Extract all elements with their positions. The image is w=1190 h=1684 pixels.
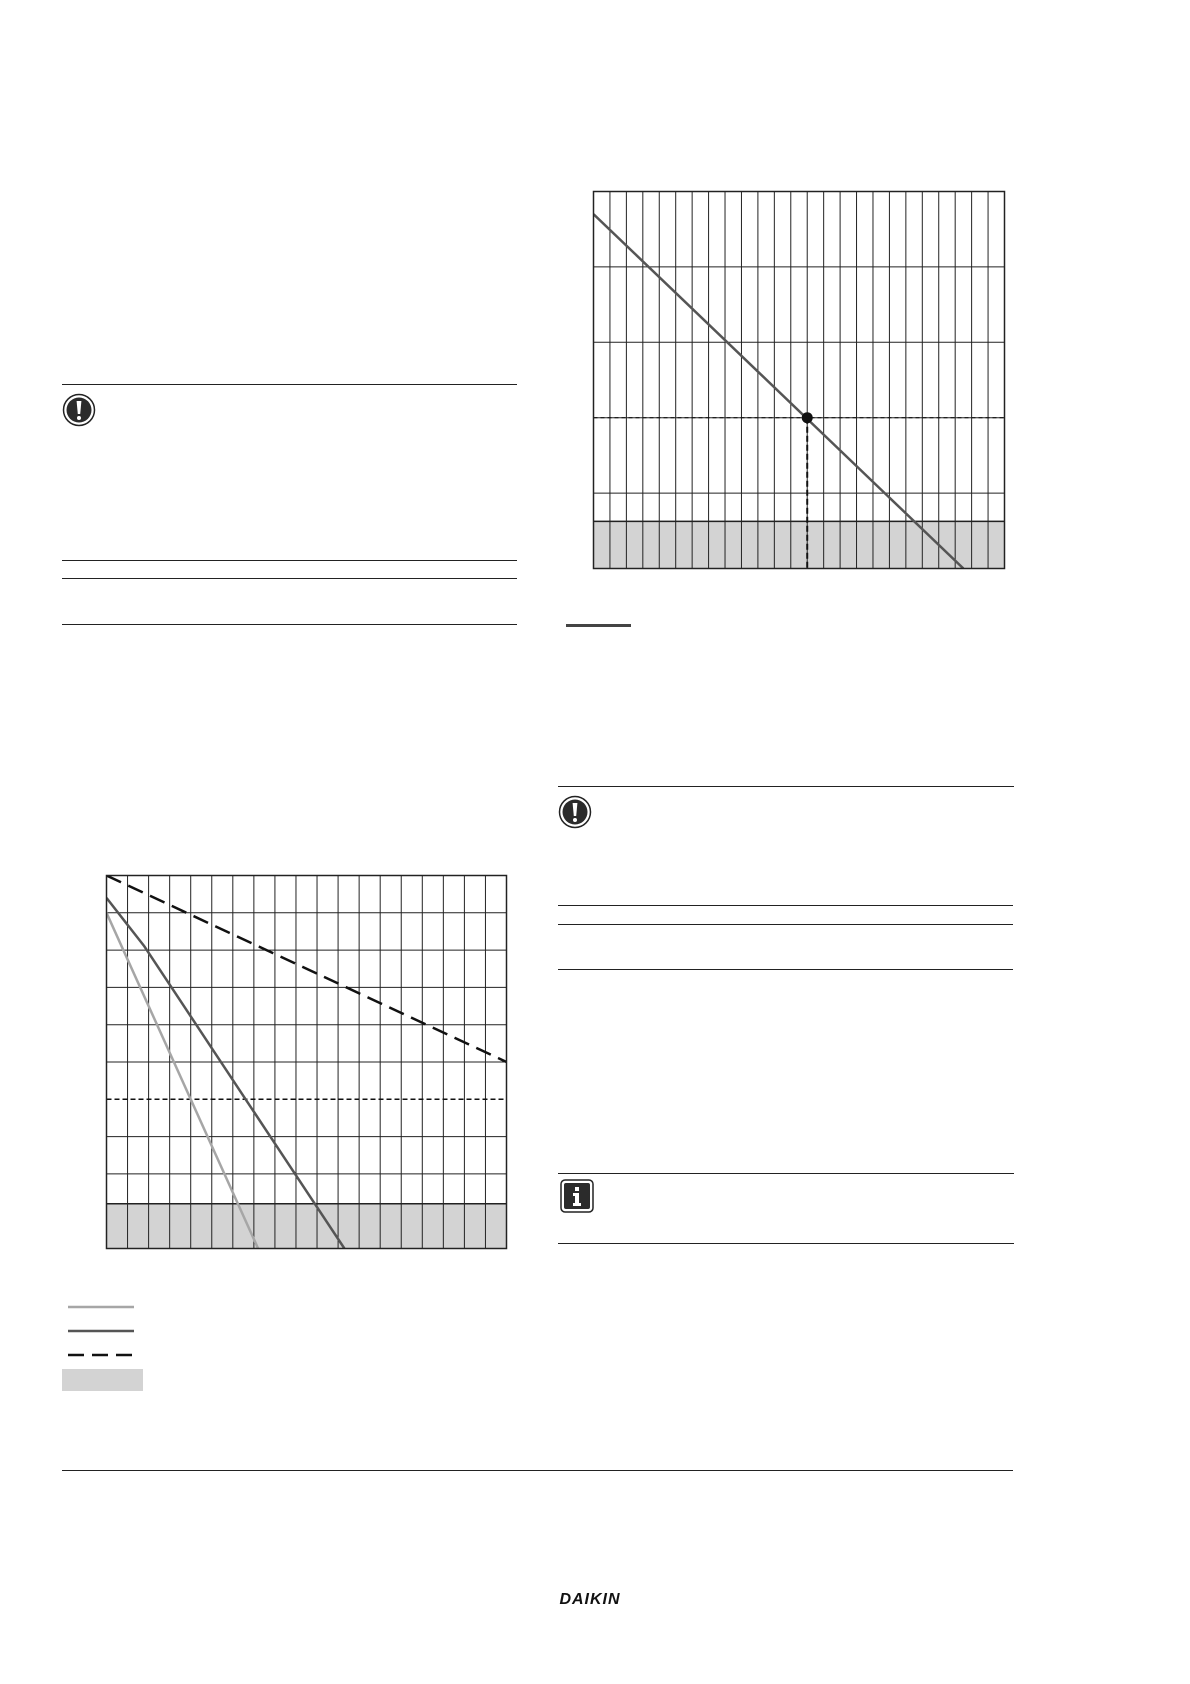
- table-rule-right-2: [558, 924, 1013, 925]
- footer-rule: [62, 1470, 1013, 1471]
- legend-shaded-area: [62, 1369, 143, 1391]
- series-light-grey-solid-line: [107, 913, 259, 1249]
- exclamation-circle-icon: [62, 393, 96, 427]
- table-rule-left-2: [62, 578, 517, 579]
- shaded-region: [594, 521, 1005, 568]
- series-black-dashed-line: [107, 876, 507, 1063]
- exclamation-circle-icon: [558, 795, 592, 829]
- legend-black-dashed-line: [66, 1348, 138, 1362]
- shaded-region: [107, 1204, 507, 1249]
- section-rule-top-right: [558, 786, 1014, 787]
- legend-dark-grey-line: [66, 1324, 138, 1338]
- legend-light-grey-line: [66, 1300, 138, 1314]
- table-rule-left-3: [62, 624, 517, 625]
- info-box-icon: [560, 1179, 594, 1213]
- section-rule-info-bottom: [558, 1243, 1014, 1244]
- chart-right: [592, 190, 1006, 570]
- section-rule-info-top: [558, 1173, 1014, 1174]
- table-rule-left-1: [62, 560, 517, 561]
- intersection-marker: [802, 412, 813, 423]
- chart-left: [105, 874, 508, 1250]
- brand-logo: DAIKIN: [559, 1591, 621, 1608]
- table-rule-right-1: [558, 905, 1013, 906]
- section-rule-top-left: [62, 384, 517, 385]
- chart-frame: [594, 192, 1005, 569]
- short-rule-right: [566, 624, 631, 627]
- table-rule-right-3: [558, 969, 1013, 970]
